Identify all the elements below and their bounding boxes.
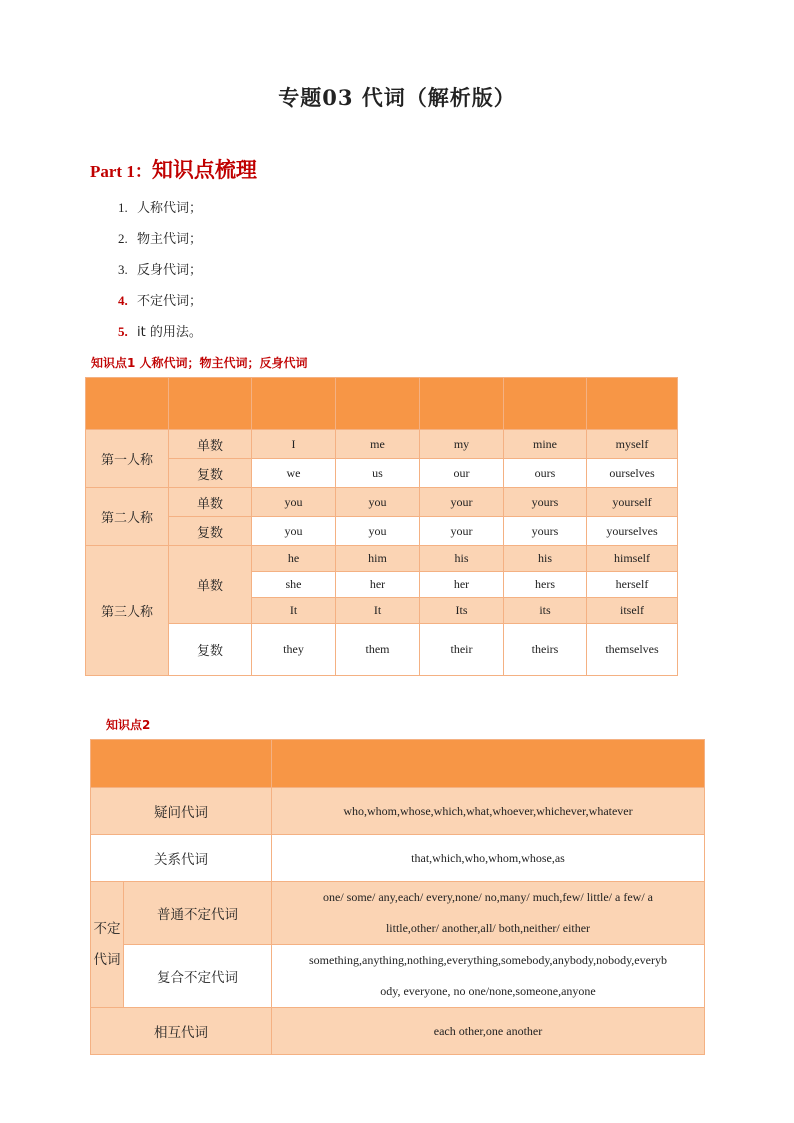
table-cell: itself: [587, 598, 678, 624]
table-cell: he: [252, 546, 336, 572]
outline-text: 人称代词；: [137, 201, 203, 216]
number-label: 单数: [169, 546, 252, 624]
part-heading: [90, 154, 257, 184]
table-cell: my: [420, 430, 504, 459]
table-cell: yours: [504, 488, 587, 517]
table-cell: him: [336, 546, 420, 572]
table-cell: ourselves: [587, 459, 678, 488]
group-label-line: 不定: [93, 920, 121, 937]
table-row: [86, 430, 678, 459]
table-cell: herself: [587, 572, 678, 598]
number-label: 复数: [169, 624, 252, 676]
table-cell: us: [336, 459, 420, 488]
table-row: [91, 945, 705, 1008]
table-row: [91, 835, 705, 882]
outline-text: it 的用法。: [137, 325, 202, 340]
value-line: ody, everyone, no one/none,someone,anyone: [380, 984, 596, 998]
person-label: 第三人称: [86, 546, 169, 676]
table-cell: theirs: [504, 624, 587, 676]
outline-num: 3.: [118, 262, 128, 277]
table-row: [86, 546, 678, 572]
type-label: 关系代词: [91, 835, 272, 882]
person-label: 第二人称: [86, 488, 169, 546]
section2-heading: 知识点2: [106, 718, 151, 732]
table-cell: themselves: [587, 624, 678, 676]
type-value: who,whom,whose,which,what,whoever,whichever,whatever: [272, 788, 705, 835]
outline-text: 不定代词；: [137, 294, 203, 309]
number-label: 单数: [169, 430, 252, 459]
document-title: 专题03 代词（解析版）: [278, 85, 516, 110]
part-title: 知识点梳理: [151, 158, 257, 182]
outline-num: 2.: [118, 231, 128, 246]
section1-heading: 知识点1 人称代词；物主代词；反身代词: [91, 356, 308, 370]
type-value: [272, 945, 705, 1008]
table-cell: her: [420, 572, 504, 598]
outline-item: [118, 197, 202, 228]
table-row: [86, 517, 678, 546]
group-label-line: 代词: [93, 951, 121, 968]
outline-num: 1.: [118, 200, 128, 215]
table-cell: me: [336, 430, 420, 459]
table-cell: yours: [504, 517, 587, 546]
table-header-row: [86, 378, 678, 430]
outline-item: [118, 228, 202, 259]
value-line: one/ some/ any,each/ every,none/ no,many/ much,few/ little/ a few/ a: [323, 890, 653, 904]
table-cell: you: [336, 517, 420, 546]
outline-num: 5.: [118, 324, 128, 339]
type-label: 疑问代词: [91, 788, 272, 835]
table-cell: mine: [504, 430, 587, 459]
table-row: [91, 1008, 705, 1055]
outline-item: [118, 259, 202, 290]
value-line: little,other/ another,all/ both,neither/ either: [385, 921, 591, 935]
outline-item: [118, 290, 202, 321]
table-cell: his: [420, 546, 504, 572]
outline-item: [118, 321, 202, 352]
table-cell: It: [252, 598, 336, 624]
table-cell: I: [252, 430, 336, 459]
value-line: something,anything,nothing,everything,somebody,anybody,nobody,everyb: [309, 953, 667, 967]
table-row: [86, 459, 678, 488]
outline-num: 4.: [118, 293, 128, 308]
type-label: 普通不定代词: [124, 882, 272, 945]
table-cell: your: [420, 517, 504, 546]
table-cell: you: [336, 488, 420, 517]
table-cell: yourselves: [587, 517, 678, 546]
outline-list: [118, 197, 202, 352]
number-label: 复数: [169, 517, 252, 546]
table-row: [91, 882, 705, 945]
type-value: [272, 882, 705, 945]
table-cell: she: [252, 572, 336, 598]
pronoun-types-table: [90, 739, 705, 1055]
table-header-row: [91, 740, 705, 788]
outline-text: 反身代词；: [137, 263, 203, 278]
table-cell: you: [252, 488, 336, 517]
table-row: [91, 788, 705, 835]
type-value: that,which,who,whom,whose,as: [272, 835, 705, 882]
table-cell: It: [336, 598, 420, 624]
table-cell: they: [252, 624, 336, 676]
table-cell: you: [252, 517, 336, 546]
table-cell: his: [504, 546, 587, 572]
table-cell: Its: [420, 598, 504, 624]
table-cell: our: [420, 459, 504, 488]
table-cell: hers: [504, 572, 587, 598]
indefinite-group-label: [91, 882, 124, 1008]
outline-text: 物主代词；: [137, 232, 203, 247]
table-cell: myself: [587, 430, 678, 459]
table-cell: we: [252, 459, 336, 488]
table-cell: himself: [587, 546, 678, 572]
pronoun-table: [85, 377, 678, 676]
table-cell: her: [336, 572, 420, 598]
table-row: [86, 488, 678, 517]
type-label: 相互代词: [91, 1008, 272, 1055]
table-row: [86, 624, 678, 676]
table-cell: them: [336, 624, 420, 676]
type-value: each other,one another: [272, 1008, 705, 1055]
number-label: 单数: [169, 488, 252, 517]
table-cell: their: [420, 624, 504, 676]
type-label: 复合不定代词: [124, 945, 272, 1008]
table-cell: your: [420, 488, 504, 517]
person-label: 第一人称: [86, 430, 169, 488]
table-cell: yourself: [587, 488, 678, 517]
part-label: Part 1：: [90, 162, 152, 181]
table-cell: ours: [504, 459, 587, 488]
table-cell: its: [504, 598, 587, 624]
number-label: 复数: [169, 459, 252, 488]
